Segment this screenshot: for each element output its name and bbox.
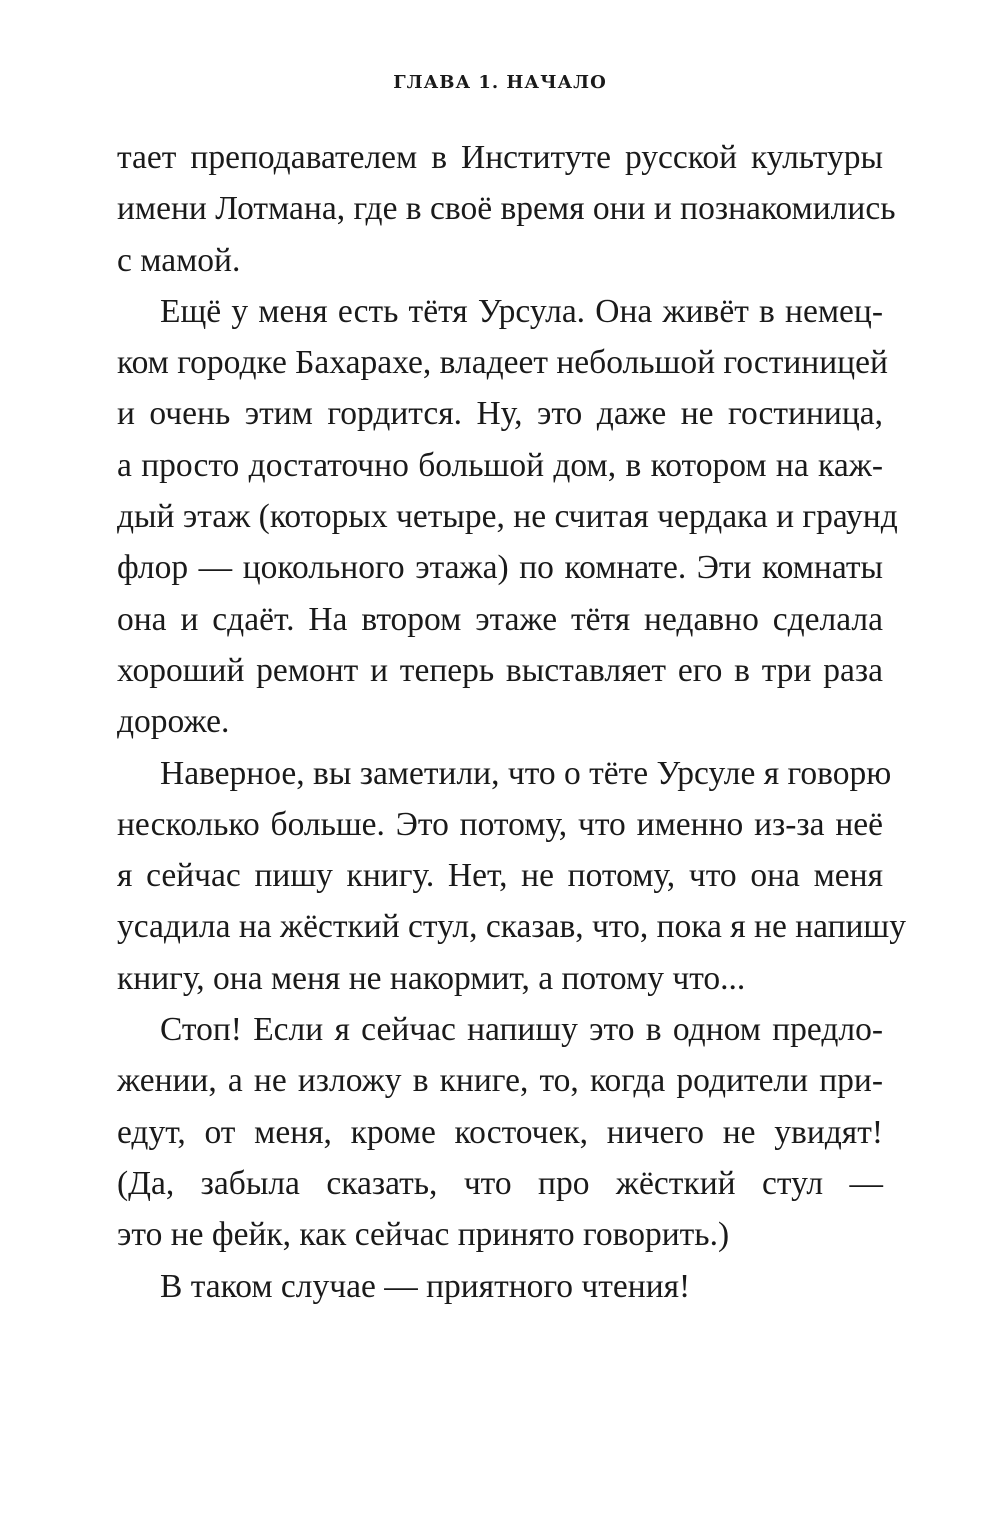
text-line: она и сдаёт. На втором этаже тётя недавно сделала — [117, 600, 883, 638]
text-line: а просто достаточно большой дом, в котором на каж- — [117, 446, 883, 484]
paragraph — [117, 1261, 883, 1312]
text-line: дый этаж (которых четыре, не считая чердака и граунд — [117, 498, 898, 536]
text-line: усадила на жёсткий стул, сказав, что, пока я не напишу — [117, 908, 906, 946]
text-line: книгу, она меня не накормит, а потому что... — [117, 959, 746, 997]
paragraph — [117, 1004, 883, 1260]
running-header: ГЛАВА 1. НАЧАЛО — [393, 72, 607, 93]
text-line: Наверное, вы заметили, что о тёте Урсуле я говорю — [160, 754, 892, 792]
text-line: несколько больше. Это потому, что именно из-за неё — [117, 805, 883, 843]
text-line: и очень этим гордится. Ну, это даже не гостиница, — [117, 395, 883, 433]
text-line: дороже. — [117, 703, 230, 741]
text-line: едут, от меня, кроме косточек, ничего не увидят! — [117, 1113, 883, 1151]
text-line: тает преподавателем в Институте русской культуры — [117, 139, 883, 176]
text-line: (Да, забыла сказать, что про жёсткий стул — — [117, 1164, 883, 1202]
text-line: это не фейк, как сейчас принято говорить.) — [117, 1216, 730, 1254]
text-line: Стоп! Если я сейчас напишу это в одном предло- — [160, 1011, 883, 1049]
text-line: жении, а не изложу в книге, то, когда родители при- — [117, 1062, 883, 1100]
text-line: Ещё у меня есть тётя Урсула. Она живёт в немец- — [160, 292, 883, 330]
text-line: я сейчас пишу книгу. Нет, не потому, что она меня — [117, 857, 883, 895]
paragraph — [117, 132, 896, 286]
text-line: имени Лотмана, где в своё время они и познакомились — [117, 190, 896, 228]
paragraph — [117, 748, 906, 1004]
text-line: флор — цокольного этажа) по комнате. Эти комнаты — [117, 549, 883, 587]
text-line: хороший ремонт и теперь выставляет его в три раза — [117, 651, 883, 689]
text-line: ком городке Бахарахе, владеет небольшой гостиницей — [117, 344, 888, 382]
text-line: В таком случае — приятного чтения! — [160, 1267, 691, 1305]
paragraph — [117, 286, 898, 748]
text-line: с мамой. — [117, 241, 241, 279]
body-text — [117, 132, 906, 1312]
